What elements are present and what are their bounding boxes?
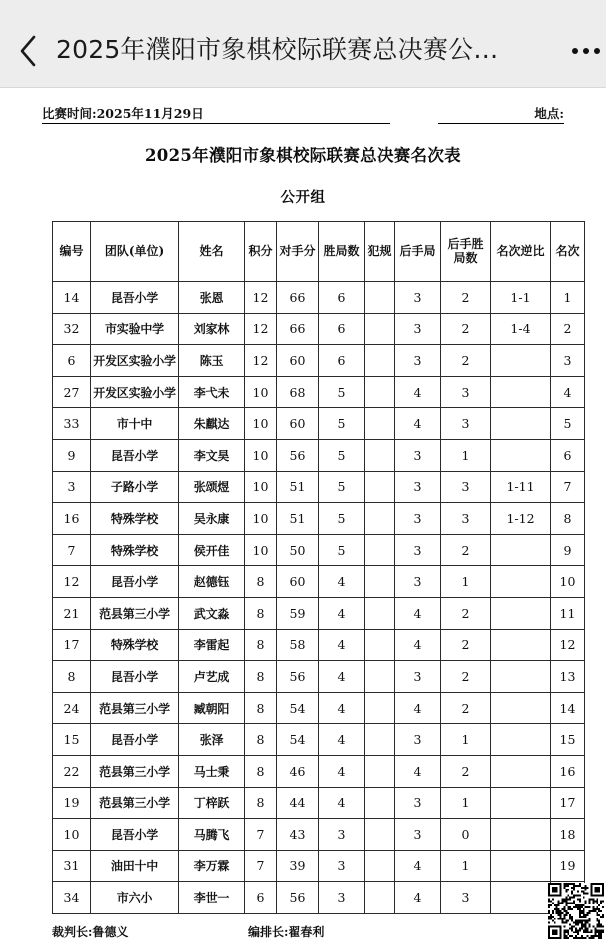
table-cell: 54 — [277, 724, 319, 756]
table-cell — [491, 408, 551, 440]
table-cell: 4 — [319, 692, 365, 724]
table-cell — [365, 629, 395, 661]
table-cell: 张颂煜 — [179, 471, 245, 503]
table-cell: 21 — [53, 597, 91, 629]
table-cell: 10 — [245, 471, 277, 503]
match-date: 比赛时间:2025年11月29日 — [42, 104, 390, 124]
table-cell — [365, 597, 395, 629]
table-cell: 赵德钰 — [179, 566, 245, 598]
table-cell: 1-11 — [491, 471, 551, 503]
table-cell: 1 — [441, 439, 491, 471]
column-header: 编号 — [53, 222, 91, 282]
table-cell: 3 — [395, 661, 441, 693]
table-cell: 34 — [53, 882, 91, 914]
table-cell: 56 — [277, 882, 319, 914]
table-cell: 臧朝阳 — [179, 692, 245, 724]
table-cell — [365, 882, 395, 914]
more-options-button[interactable] — [572, 31, 606, 71]
table-cell: 8 — [245, 629, 277, 661]
table-cell: 59 — [277, 597, 319, 629]
table-cell: 10 — [245, 534, 277, 566]
table-cell: 7 — [551, 471, 585, 503]
table-cell: 8 — [53, 661, 91, 693]
table-cell: 4 — [319, 566, 365, 598]
column-header: 姓名 — [179, 222, 245, 282]
table-cell: 3 — [441, 376, 491, 408]
table-cell — [365, 345, 395, 377]
table-cell: 15 — [53, 724, 91, 756]
table-cell: 44 — [277, 787, 319, 819]
table-row — [53, 471, 585, 503]
table-cell: 27 — [53, 376, 91, 408]
table-cell: 2 — [441, 692, 491, 724]
table-cell: 8 — [245, 566, 277, 598]
table-cell: 60 — [277, 408, 319, 440]
table-cell: 4 — [395, 850, 441, 882]
table-cell: 1 — [441, 566, 491, 598]
table-cell: 5 — [319, 376, 365, 408]
table-cell: 46 — [277, 755, 319, 787]
table-cell: 3 — [395, 313, 441, 345]
table-cell: 卢艺成 — [179, 661, 245, 693]
table-cell: 4 — [319, 661, 365, 693]
meta-row — [42, 104, 564, 124]
table-cell — [491, 629, 551, 661]
table-cell: 10 — [245, 503, 277, 535]
table-cell — [491, 787, 551, 819]
table-cell: 12 — [53, 566, 91, 598]
table-cell: 12 — [551, 629, 585, 661]
table-cell: 8 — [245, 724, 277, 756]
table-cell: 3 — [319, 850, 365, 882]
table-cell: 24 — [53, 692, 91, 724]
table-cell: 17 — [53, 629, 91, 661]
table-cell: 33 — [53, 408, 91, 440]
table-cell: 50 — [277, 534, 319, 566]
table-cell: 马士秉 — [179, 755, 245, 787]
table-cell: 10 — [245, 376, 277, 408]
table-cell: 58 — [277, 629, 319, 661]
column-header: 对手分 — [277, 222, 319, 282]
document-title: 2025年濮阳市象棋校际联赛总决赛名次表 — [145, 146, 461, 165]
table-cell: 3 — [319, 819, 365, 851]
table-cell: 4 — [395, 376, 441, 408]
table-cell — [491, 755, 551, 787]
table-cell: 李弋未 — [179, 376, 245, 408]
table-cell: 3 — [395, 724, 441, 756]
table-cell: 3 — [551, 345, 585, 377]
table-cell: 10 — [551, 566, 585, 598]
table-cell: 武文淼 — [179, 597, 245, 629]
table-cell: 12 — [245, 282, 277, 314]
table-row — [53, 345, 585, 377]
table-cell: 3 — [441, 503, 491, 535]
table-cell: 张泽 — [179, 724, 245, 756]
table-header — [53, 222, 585, 282]
table-cell: 3 — [395, 566, 441, 598]
table-cell: 14 — [551, 692, 585, 724]
table-cell: 66 — [277, 313, 319, 345]
table-cell: 侯开佳 — [179, 534, 245, 566]
table-cell: 吴永康 — [179, 503, 245, 535]
table-cell: 56 — [277, 439, 319, 471]
table-cell: 32 — [53, 313, 91, 345]
table-cell — [365, 534, 395, 566]
table-cell — [365, 692, 395, 724]
table-cell — [491, 439, 551, 471]
table-cell: 6 — [245, 882, 277, 914]
table-cell: 范县第三小学 — [91, 597, 179, 629]
table-cell: 10 — [245, 408, 277, 440]
table-row — [53, 313, 585, 345]
table-cell — [491, 566, 551, 598]
table-cell — [491, 534, 551, 566]
table-header-row — [53, 222, 585, 282]
table-cell: 3 — [395, 819, 441, 851]
table-cell: 4 — [395, 597, 441, 629]
table-row — [53, 692, 585, 724]
table-cell: 0 — [441, 819, 491, 851]
table-cell — [365, 282, 395, 314]
table-cell: 4 — [319, 724, 365, 756]
table-cell: 14 — [53, 282, 91, 314]
table-row — [53, 819, 585, 851]
table-cell: 刘家林 — [179, 313, 245, 345]
table-row — [53, 408, 585, 440]
table-cell: 市六小 — [91, 882, 179, 914]
table-cell: 1-1 — [491, 282, 551, 314]
chevron-left-icon — [18, 34, 38, 68]
table-row — [53, 439, 585, 471]
table-cell — [365, 503, 395, 535]
table-cell: 7 — [53, 534, 91, 566]
table-cell: 2 — [441, 534, 491, 566]
table-cell — [365, 313, 395, 345]
table-cell: 3 — [395, 471, 441, 503]
table-cell: 昆吾小学 — [91, 661, 179, 693]
table-cell: 2 — [441, 661, 491, 693]
table-cell: 5 — [319, 534, 365, 566]
document-body — [0, 104, 606, 945]
table-cell: 昆吾小学 — [91, 819, 179, 851]
table-cell: 7 — [245, 819, 277, 851]
table-cell — [491, 692, 551, 724]
table-cell: 1-4 — [491, 313, 551, 345]
table-cell: 丁梓跃 — [179, 787, 245, 819]
table-cell: 开发区实验小学 — [91, 376, 179, 408]
table-row — [53, 629, 585, 661]
table-cell: 9 — [53, 439, 91, 471]
table-cell: 3 — [53, 471, 91, 503]
table-cell: 开发区实验小学 — [91, 345, 179, 377]
table-cell: 2 — [441, 629, 491, 661]
table-cell — [491, 345, 551, 377]
table-cell: 31 — [53, 850, 91, 882]
table-cell: 16 — [53, 503, 91, 535]
table-cell: 4 — [395, 755, 441, 787]
table-cell: 66 — [277, 282, 319, 314]
table-cell: 8 — [245, 661, 277, 693]
table-cell — [365, 724, 395, 756]
table-row — [53, 882, 585, 914]
table-cell: 3 — [441, 408, 491, 440]
table-cell: 范县第三小学 — [91, 755, 179, 787]
table-cell: 8 — [551, 503, 585, 535]
table-row — [53, 661, 585, 693]
table-cell — [491, 597, 551, 629]
column-header: 名次 — [551, 222, 585, 282]
table-cell — [491, 819, 551, 851]
table-cell — [365, 408, 395, 440]
table-cell: 5 — [319, 408, 365, 440]
match-venue: 地点: — [438, 104, 564, 124]
table-cell: 13 — [551, 661, 585, 693]
table-cell: 15 — [551, 724, 585, 756]
table-cell: 市十中 — [91, 408, 179, 440]
table-cell: 8 — [245, 692, 277, 724]
column-header: 名次逆比 — [491, 222, 551, 282]
table-body — [53, 282, 585, 914]
table-cell: 范县第三小学 — [91, 692, 179, 724]
table-cell: 6 — [319, 282, 365, 314]
table-cell: 3 — [395, 534, 441, 566]
status-bar — [0, 0, 606, 14]
table-cell: 朱麒达 — [179, 408, 245, 440]
table-row — [53, 503, 585, 535]
table-cell: 12 — [245, 313, 277, 345]
table-cell: 3 — [441, 471, 491, 503]
table-cell: 2 — [441, 755, 491, 787]
table-cell — [491, 850, 551, 882]
column-header: 后手胜局数 — [441, 222, 491, 282]
table-cell: 6 — [319, 313, 365, 345]
table-cell: 8 — [245, 597, 277, 629]
table-cell: 3 — [441, 882, 491, 914]
table-cell: 市实验中学 — [91, 313, 179, 345]
table-cell: 范县第三小学 — [91, 787, 179, 819]
table-row — [53, 755, 585, 787]
table-cell: 17 — [551, 787, 585, 819]
column-header: 团队(单位) — [91, 222, 179, 282]
table-cell: 5 — [319, 471, 365, 503]
table-cell: 油田十中 — [91, 850, 179, 882]
table-row — [53, 850, 585, 882]
table-cell: 3 — [395, 282, 441, 314]
table-cell: 4 — [319, 755, 365, 787]
table-cell: 1-12 — [491, 503, 551, 535]
table-cell: 3 — [395, 439, 441, 471]
table-row — [53, 787, 585, 819]
table-cell: 39 — [277, 850, 319, 882]
table-cell — [491, 376, 551, 408]
table-cell: 6 — [551, 439, 585, 471]
table-row — [53, 282, 585, 314]
navigation-bar — [0, 14, 606, 88]
table-cell: 1 — [441, 850, 491, 882]
table-cell — [365, 471, 395, 503]
table-cell: 68 — [277, 376, 319, 408]
table-cell — [365, 661, 395, 693]
signature-row — [52, 923, 554, 945]
chief-judge: 裁判长:鲁德义 — [52, 924, 129, 939]
table-cell: 昆吾小学 — [91, 282, 179, 314]
table-cell — [365, 787, 395, 819]
table-cell: 2 — [441, 597, 491, 629]
table-cell — [491, 661, 551, 693]
table-cell: 李万霖 — [179, 850, 245, 882]
table-cell: 3 — [319, 882, 365, 914]
column-header: 犯规 — [365, 222, 395, 282]
table-row — [53, 376, 585, 408]
table-row — [53, 597, 585, 629]
table-cell — [365, 850, 395, 882]
table-cell: 10 — [245, 439, 277, 471]
table-cell: 6 — [53, 345, 91, 377]
table-cell — [491, 882, 551, 914]
table-cell: 特殊学校 — [91, 629, 179, 661]
table-cell — [365, 819, 395, 851]
table-cell: 2 — [441, 313, 491, 345]
column-header: 积分 — [245, 222, 277, 282]
qr-code-icon — [548, 883, 604, 939]
table-cell: 51 — [277, 471, 319, 503]
table-cell: 昆吾小学 — [91, 439, 179, 471]
table-cell: 9 — [551, 534, 585, 566]
table-cell: 4 — [319, 629, 365, 661]
table-cell: 60 — [277, 345, 319, 377]
table-cell — [365, 376, 395, 408]
table-cell: 3 — [395, 503, 441, 535]
table-cell: 43 — [277, 819, 319, 851]
table-cell: 李文昊 — [179, 439, 245, 471]
table-cell: 李雷起 — [179, 629, 245, 661]
back-button[interactable] — [18, 31, 48, 71]
table-cell: 4 — [551, 376, 585, 408]
table-cell: 4 — [395, 882, 441, 914]
table-cell: 19 — [551, 850, 585, 882]
table-cell: 8 — [245, 787, 277, 819]
table-cell: 5 — [319, 439, 365, 471]
table-cell: 6 — [319, 345, 365, 377]
table-cell — [365, 566, 395, 598]
table-cell: 7 — [245, 850, 277, 882]
table-cell: 张恩 — [179, 282, 245, 314]
ranking-table-wrapper — [52, 221, 580, 914]
table-cell: 2 — [441, 282, 491, 314]
column-header: 后手局 — [395, 222, 441, 282]
table-row — [53, 724, 585, 756]
table-cell: 8 — [245, 755, 277, 787]
table-cell: 11 — [551, 597, 585, 629]
table-cell: 4 — [395, 629, 441, 661]
table-cell: 4 — [395, 692, 441, 724]
document-subtitle: 公开组 — [280, 189, 326, 206]
column-header: 胜局数 — [319, 222, 365, 282]
table-cell: 特殊学校 — [91, 534, 179, 566]
table-cell: 子路小学 — [91, 471, 179, 503]
table-cell: 特殊学校 — [91, 503, 179, 535]
table-cell: 3 — [395, 345, 441, 377]
table-cell: 54 — [277, 692, 319, 724]
table-cell: 3 — [395, 787, 441, 819]
ranking-table — [52, 221, 585, 914]
table-row — [53, 534, 585, 566]
table-cell — [365, 439, 395, 471]
table-cell: 10 — [53, 819, 91, 851]
table-cell: 56 — [277, 661, 319, 693]
table-row — [53, 566, 585, 598]
table-cell: 5 — [551, 408, 585, 440]
table-cell: 60 — [277, 566, 319, 598]
table-cell: 51 — [277, 503, 319, 535]
page-title: 2025年濮阳市象棋校际联赛总决赛公… — [56, 36, 499, 65]
table-cell: 5 — [319, 503, 365, 535]
table-cell: 陈玉 — [179, 345, 245, 377]
table-cell: 16 — [551, 755, 585, 787]
table-cell: 4 — [395, 408, 441, 440]
table-cell: 1 — [441, 724, 491, 756]
table-cell: 昆吾小学 — [91, 566, 179, 598]
table-cell: 1 — [551, 282, 585, 314]
table-cell — [491, 724, 551, 756]
table-cell: 4 — [319, 597, 365, 629]
table-cell: 22 — [53, 755, 91, 787]
chief-arranger: 编排长:翟春利 — [248, 924, 325, 939]
table-cell: 李世一 — [179, 882, 245, 914]
table-cell: 1 — [441, 787, 491, 819]
table-cell: 昆吾小学 — [91, 724, 179, 756]
table-cell: 2 — [551, 313, 585, 345]
more-horizontal-icon — [572, 48, 600, 54]
table-cell: 12 — [245, 345, 277, 377]
table-cell: 4 — [319, 787, 365, 819]
table-cell: 19 — [53, 787, 91, 819]
table-cell: 马腾飞 — [179, 819, 245, 851]
table-cell: 18 — [551, 819, 585, 851]
table-cell: 2 — [441, 345, 491, 377]
table-cell — [365, 755, 395, 787]
